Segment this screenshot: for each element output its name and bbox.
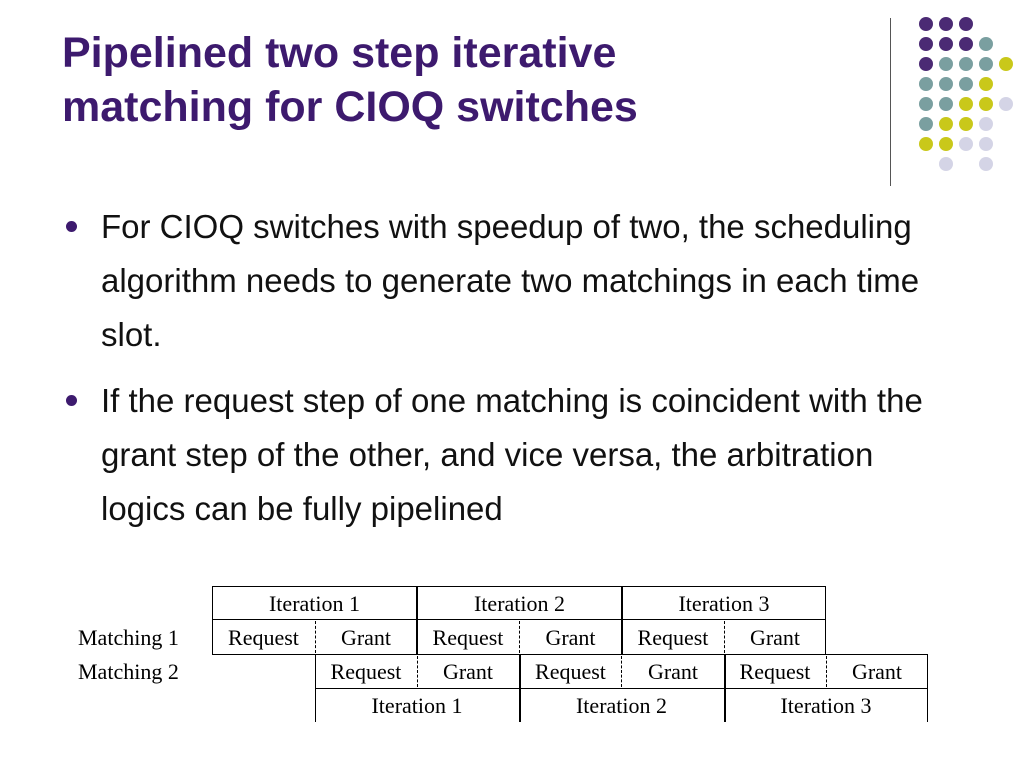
matching-2-label: Matching 2 (78, 659, 179, 684)
m1-iteration-label: Iteration 1 (268, 591, 361, 616)
decorative-dot (939, 137, 953, 151)
decorative-dot (979, 117, 993, 131)
decorative-dot (939, 97, 953, 111)
decorative-dot (999, 57, 1013, 71)
decorative-dot (919, 117, 933, 131)
m1-iteration-label: Iteration 2 (473, 591, 566, 616)
decorative-dot (919, 137, 933, 151)
decorative-dot (919, 37, 933, 51)
decorative-dot (919, 97, 933, 111)
bullet-text: If the request step of one matching is coincident with the grant step of the other, and vice versa, the arbitration logics can be fully pipelined (101, 382, 923, 527)
m2-step-cell: Request (739, 659, 811, 684)
m1-step-cell: Request (228, 625, 299, 650)
m1-iteration-label: Iteration 3 (678, 591, 770, 616)
decorative-dot (979, 157, 993, 171)
decorative-dot (939, 57, 953, 71)
decorative-dot (959, 77, 973, 91)
m2-step-cell: Grant (647, 659, 699, 684)
decorative-dot (959, 117, 973, 131)
decorative-dot (979, 97, 993, 111)
decorative-dot (959, 57, 973, 71)
decorative-dot (999, 97, 1013, 111)
decorative-dot (939, 117, 953, 131)
decorative-dot (919, 77, 933, 91)
m2-step-cell: Grant (442, 659, 494, 684)
m1-step-cell: Grant (749, 625, 801, 650)
decorative-dot (939, 37, 953, 51)
m2-iteration-label: Iteration 2 (575, 693, 668, 718)
bullet-list (62, 200, 952, 548)
title-line-2: matching for CIOQ switches (62, 83, 638, 131)
decorative-dot (939, 77, 953, 91)
m2-step-cell: Request (330, 659, 402, 684)
m2-step-cell: Request (535, 659, 606, 684)
bullet-dot-icon (66, 395, 77, 406)
decorative-dot (959, 137, 973, 151)
decorative-dot (919, 17, 933, 31)
bullet-text: For CIOQ switches with speedup of two, the scheduling algorithm needs to generate two matchings in each time slot. (101, 208, 920, 353)
m1-step-cell: Grant (340, 625, 392, 650)
decorative-dot (939, 157, 953, 171)
bullet-item (62, 374, 952, 536)
m1-step-cell: Request (637, 625, 709, 650)
title-line-1: Pipelined two step iterative (62, 29, 617, 77)
decorative-dot (959, 17, 973, 31)
matching-1-label: Matching 1 (78, 625, 179, 650)
divider-line (890, 18, 891, 186)
decorative-dot (919, 57, 933, 71)
bullet-item (62, 200, 952, 362)
decorative-dot (979, 57, 993, 71)
slide-title (62, 26, 862, 134)
m1-step-cell: Grant (545, 625, 596, 650)
decorative-dot (979, 37, 993, 51)
m2-step-cell: Grant (851, 659, 903, 684)
m2-iteration-label: Iteration 3 (780, 693, 872, 718)
decorative-dot (959, 97, 973, 111)
m1-step-cell: Request (432, 625, 504, 650)
bullet-dot-icon (66, 221, 77, 232)
m2-iteration-label: Iteration 1 (371, 693, 463, 718)
decorative-dot (939, 17, 953, 31)
decorative-dot (979, 77, 993, 91)
decorative-dot (979, 137, 993, 151)
decorative-dot (959, 37, 973, 51)
